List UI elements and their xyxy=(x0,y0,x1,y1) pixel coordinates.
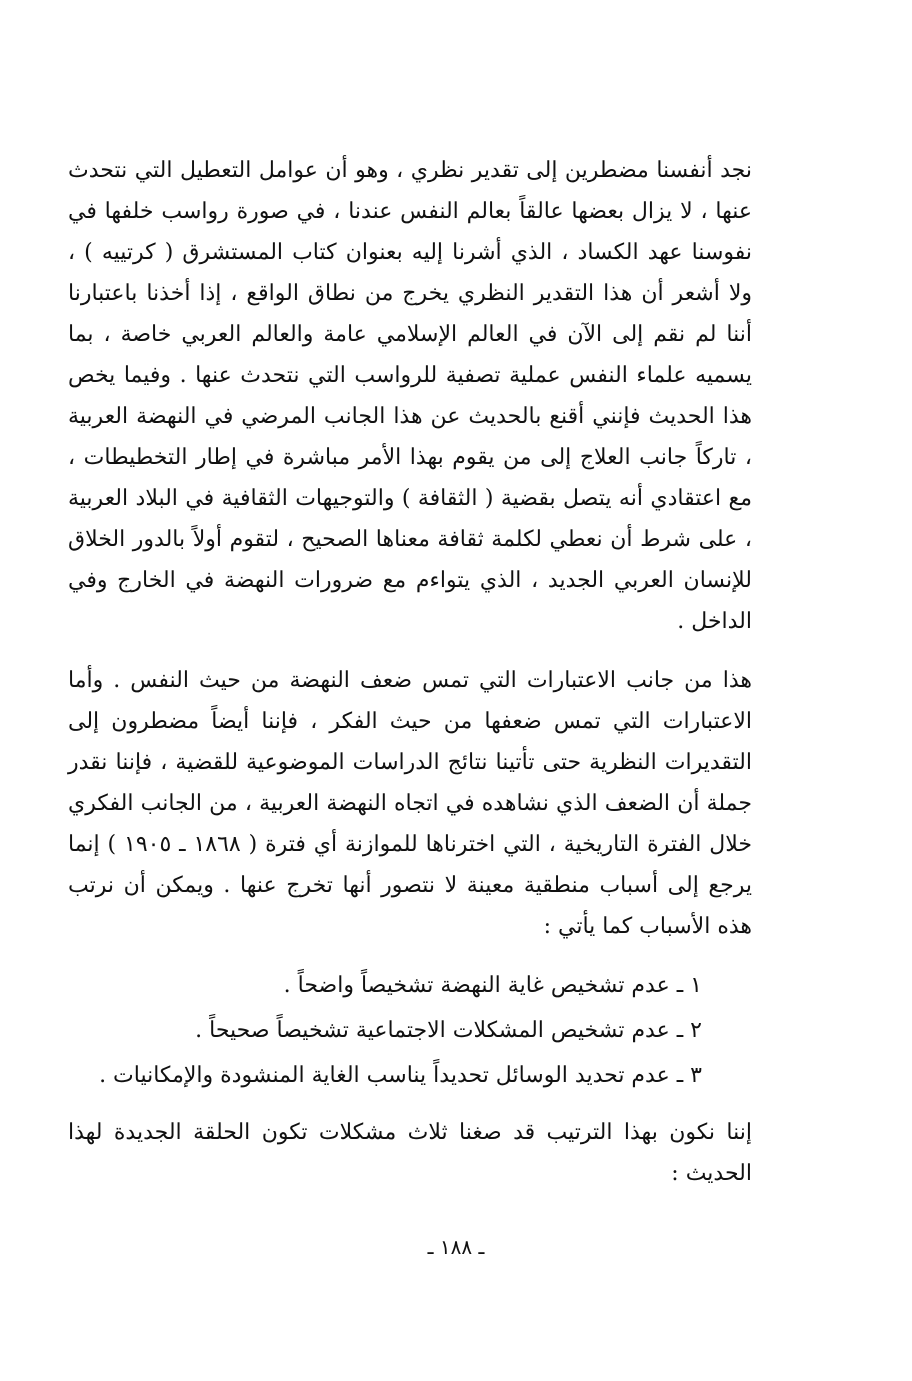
page-number: ـ ١٨٨ ـ xyxy=(427,1235,485,1259)
list-item: ٣ ـ عدم تحديد الوسائل تحديداً يناسب الغاية المنشودة والإمكانيات . xyxy=(99,1063,702,1088)
reasons-list xyxy=(68,963,752,1098)
list-item: ١ ـ عدم تشخيص غاية النهضة تشخيصاً واضحاً . xyxy=(283,973,702,998)
paragraph-1: نجد أنفسنا مضطرين إلى تقدير نظري ، وهو أن عوامل التعطيل التي نتحدث عنها ، لا يزال بعضها عالقاً بعالم النفس عندنا ، في صورة رواسب خلفها في نفوسنا عهد الكساد ، الذي أشرنا إليه بعنوان كتاب المستشرق ( كرتييه ) ، ولا أشعر أن هذا التقدير النظري يخرج من نطاق الواقع ، إذا أخذنا باعتبارنا أننا لم نقم إلى الآن في العالم الإسلامي عامة والعالم العربي خاصة ، بما يسميه علماء النفس عملية تصفية للرواسب التي نتحدث عنها . وفيما يخص هذا الحديث فإنني أقنع بالحديث عن هذا الجانب المرضي في النهضة العربية ، تاركاً جانب العلاج إلى من يقوم بهذا الأمر مباشرة في إطار التخطيطات ، مع اعتقادي أنه يتصل بقضية ( الثقافة ) والتوجيهات الثقافية في البلاد العربية ، على شرط أن نعطي لكلمة ثقافة معناها الصحيح ، لتقوم أولاً بالدور الخلاق للإنسان العربي الجديد ، الذي يتواءم مع ضرورات النهضة في الخارج وفي الداخل . xyxy=(68,158,753,634)
list-item: ٢ ـ عدم تشخيص المشكلات الاجتماعية تشخيصاً صحيحاً . xyxy=(195,1018,702,1043)
closing-paragraph: إننا نكون بهذا الترتيب قد صغنا ثلاث مشكلات تكون الحلقة الجديدة لهذا الحديث : xyxy=(68,1120,752,1186)
paragraph-2: هذا من جانب الاعتبارات التي تمس ضعف النهضة من حيث النفس . وأما الاعتبارات التي تمس ضعفها من حيث الفكر ، فإننا أيضاً مضطرون إلى التقديرات النظرية حتى تأتينا نتائج الدراسات الموضوعية للقضية ، فإننا نقدر جملة أن الضعف الذي نشاهده في اتجاه النهضة العربية ، من الجانب الفكري خلال الفترة التاريخية ، التي اخترناها للموازنة أي فترة ( ١٨٦٨ ـ ١٩٠٥ ) إنما يرجع إلى أسباب منطقية معينة لا نتصور أنها تخرج عنها . ويمكن أن نرتب هذه الأسباب كما يأتي : xyxy=(68,668,752,939)
page-body xyxy=(68,150,752,1194)
